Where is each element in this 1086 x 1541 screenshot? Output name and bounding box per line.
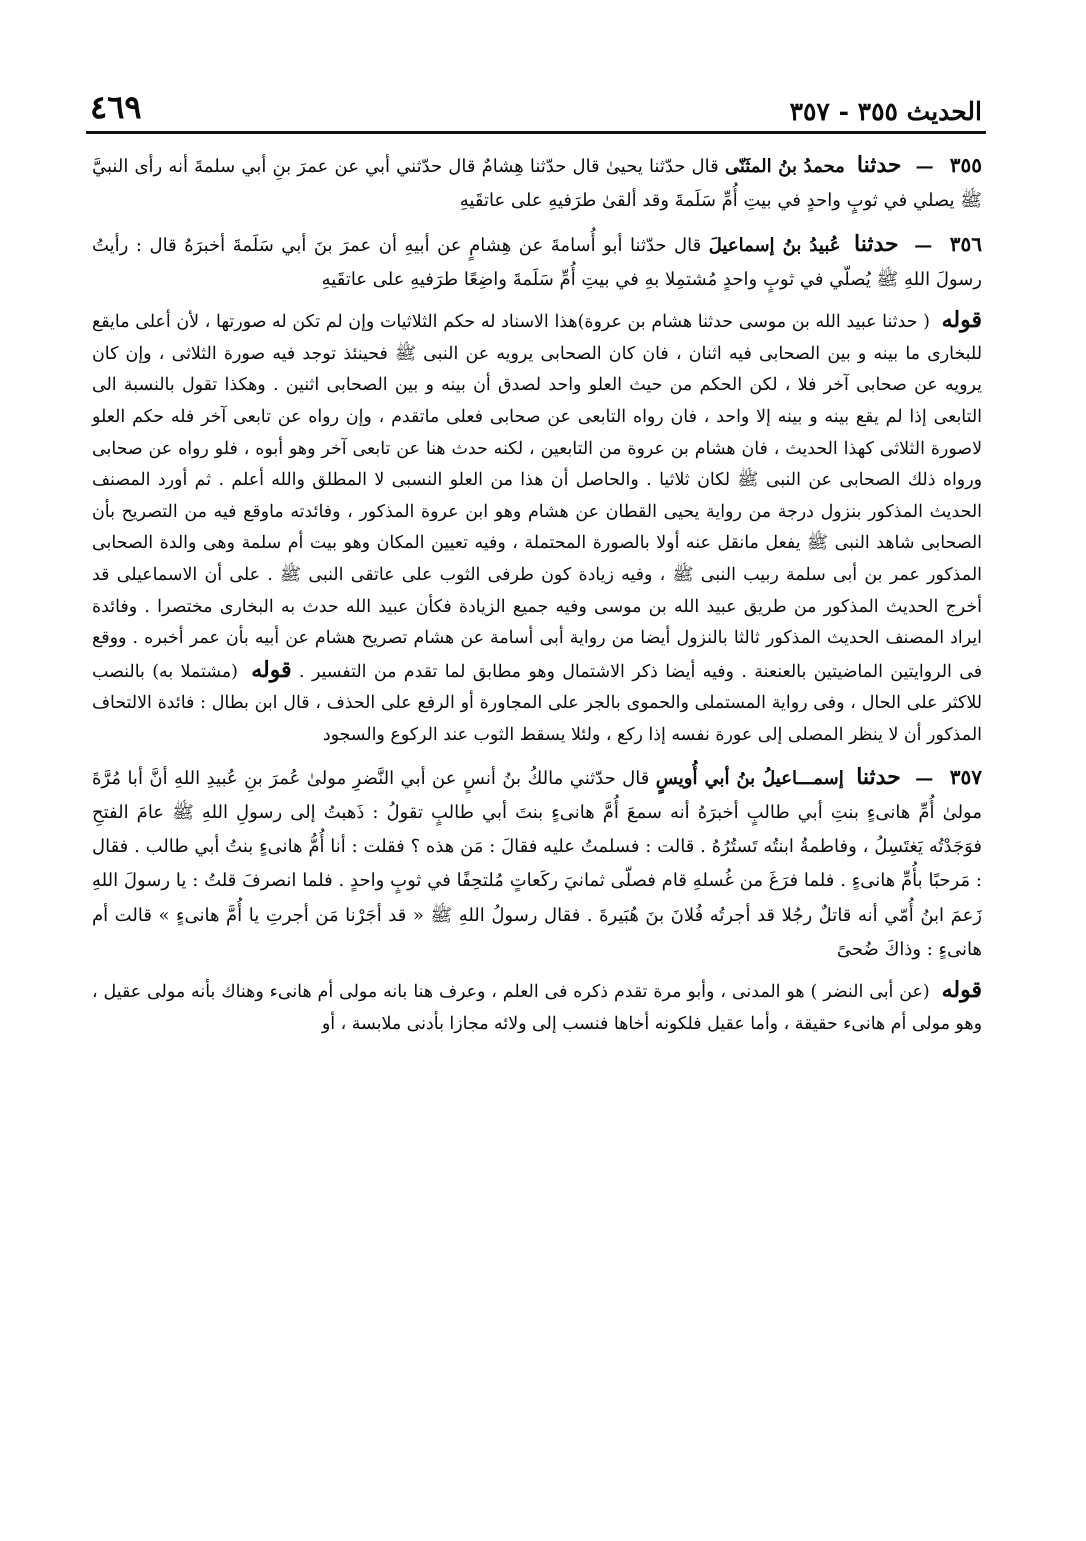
narrator-name: محمدُ بنُ المثَنّى <box>724 156 845 177</box>
page-number: ٤٦٩ <box>90 88 142 126</box>
commentary-paragraph <box>92 305 982 751</box>
hadith-text: قال حدّثنا يحيىٰ قال حدّثنا هِشامٌ قال حدّثني أبي عن عمرَ بنِ أبي سلمةَ أنه رأى النبيَّ ﷺ يصلي في ثوبٍ واحدٍ في بيتِ أُمِّ سَلَمةَ وقد ألقىٰ طرَفيهِ على عاتقَيهِ <box>92 156 982 212</box>
hadith-355 <box>92 148 982 219</box>
dash: — <box>915 156 934 177</box>
page-header <box>90 80 982 126</box>
commentary-text-2: (مشتملا به) بالنصب للاكثر على الحال ، وفى رواية المستملى والحموى بالجر على المجاورة أو الرفع على الحذف ، قال ابن بطال : فائدة الالتحاف المذكور أن لا ينظر المصلى إلى عورة نفسه إذا ركع ، ولئلا يسقط الثوب عند الركوع والسجود <box>92 661 982 745</box>
hadith-number: ٣٥٧ <box>949 764 982 789</box>
hadith-paragraph <box>92 148 982 219</box>
narrator-name: عُبيدُ بنُ إسماعيلَ <box>708 234 841 256</box>
hadith-text: قال حدّثنا أبو أُسامةَ عن هِشامٍ عن أبيهِ أن عمرَ بنَ أبي سَلَمةَ أخبرَهُ قال : رأيتُ رسولَ اللهِ ﷺ يُصلّي في ثوبٍ واحدٍ مُشتمِلا بهِ في بيتِ أُمِّ سَلَمةَ واضِعًا طرَفيهِ على عاتقَيهِ <box>92 234 982 290</box>
hadith-356 <box>92 227 982 298</box>
haddathana-keyword: حدثنا <box>856 152 902 178</box>
qawluhu-keyword: قوله <box>941 307 982 334</box>
commentary-paragraph <box>92 975 982 1040</box>
commentary-section-1 <box>92 305 982 751</box>
running-title: الحديث ٣٥٥ - ٣٥٧ <box>789 97 982 126</box>
narrator-name: إسمـــاعيلُ بنُ أبي أُويسٍ <box>655 767 844 789</box>
hadith-number: ٣٥٦ <box>949 231 982 256</box>
haddathana-keyword: حدثنا <box>856 763 901 790</box>
commentary-section-2 <box>92 975 982 1040</box>
commentary-text: ( حدثنا عبيد الله بن موسى حدثنا هشام بن عروة)هذا الاسناد له حكم الثلاثيات وإن لم تكن له صورتها ، لأن أعلى مايقع للبخارى ما بينه و بين الصحابى فيه اثنان ، فان كان الصحابى يرويه عن النبى ﷺ فحينئذ توجد فيه صورة الثلاثى ، وإن كان يرويه عن صحابى آخر فلا ، لكن الحكم من حيث العلو واحد لصدق أن بينه و بين الصحابى اثنين . وهكذا تقول بالنسبة الى التابعى إذا لم يقع بينه و بينه إلا واحد ، فان رواه التابعى عن صحابى فعلى ماتقدم ، وإن رواه عن تابعى آخر فله حكم العلو لاصورة الثلاثى كهذا الحديث ، فان هشام بن عروة من التابعين ، لكنه حدث هنا عن تابعى آخر وهو أبوه ، فلو رواه عن صحابى ورواه ذلك الصحابى عن النبى ﷺ لكان ثلاثيا . والحاصل أن هذا من العلو النسبى لا المطلق والله أعلم . ثم أورد المصنف الحديث المذكور بنزول درجة من رواية يحيى القطان عن هشام وهو ابن عروة المذكور ، وفائدته ماوقع فيه من التصريح بأن الصحابى شاهد النبى ﷺ يفعل مانقل عنه أولا بالصورة المحتملة ، وفيه تعيين المكان وهو بيت أم سلمة وهى والدة الصحابى المذكور عمر بن أبى سلمة ربيب النبى ﷺ ، وفيه زيادة كون طرفى الثوب على عاتقى النبى ﷺ . على أن الاسماعيلى قد أخرج الحديث المذكور من طريق عبيد الله بن موسى وفيه جميع الزيادة فكأن عبيد الله حدث به البخارى مختصرا . وفائدة ايراد المصنف الحديث المذكور ثالثا بالنزول أيضا من رواية أبى أسامة عن هشام تصريح هشام عن أبيه بأن عمر أخبره . ووقع فى الروايتين الماضيتين بالعنعنة . وفيه أيضا ذكر الاشتمال وهو مطابق لما تقدم من التفسير . <box>92 312 983 682</box>
page-content <box>92 148 982 1040</box>
hadith-357 <box>92 760 982 968</box>
dash: — <box>914 234 933 256</box>
hadith-number: ٣٥٥ <box>949 153 982 177</box>
commentary-text: (عن أبى النضر ) هو المدنى ، وأبو مرة تقدم ذكره فى العلم ، وعرف هنا بانه مولى أم هانىء وهناك بأنه مولى عقيل ، وهو مولى أم هانىء حقيقة ، وأما عقيل فلكونه أخاها فنسب إلى ولائه مجازا بأدنى ملابسة ، أو <box>92 982 982 1034</box>
qawluhu-keyword: قوله <box>941 977 982 1004</box>
dash: — <box>915 767 934 789</box>
hadith-text: قال حدّثني مالكُ بنُ أنسٍ عن أبي النَّضرِ مولىٰ عُمرَ بنِ عُبيدِ اللهِ أنَّ أبا مُرَّةَ مولىٰ أُمِّ هانىءٍ بنتِ أبي طالبٍ أخبرَهُ أنه سمعَ أُمَّ هانىءٍ بنتَ أبي طالبٍ تقولُ : ذَهبتُ إلى رسولِ اللهِ ﷺ عامَ الفتحِ فوَجَدْتُه يَغتَسِلُ ، وفاطمةُ ابنتُه تَستُرُهُ . قالت : فسلمتُ عليه فقالَ : مَن هذه ؟ فقلت : أنا أُمُّ هانىءٍ بنتُ أبي طالب . فقال : مَرحبًا بأُمِّ هانىءٍ . فلما فرَغَ من غُسلهِ قام فصلّى ثمانيَ ركَعاتٍ مُلتحِفًا في ثوبٍ واحدٍ . فلما انصرفَ قلتُ : يا رسولَ اللهِ زَعمَ ابنُ أُمّي أنه قاتلٌ رجُلا قد أجرتُه فُلانَ بنَ هُبَيرةَ . فقال رسولُ اللهِ ﷺ « قد أجَرْنا مَن أجرتِ يا أُمَّ هانىءٍ » قالت أم هانىءٍ : وذاكَ ضُحىً <box>92 767 982 960</box>
header-rule <box>86 131 986 134</box>
hadith-paragraph <box>92 760 982 968</box>
haddathana-keyword: حدثنا <box>854 230 899 257</box>
hadith-paragraph <box>92 227 982 298</box>
qawluhu-keyword-2: قوله <box>251 656 292 683</box>
